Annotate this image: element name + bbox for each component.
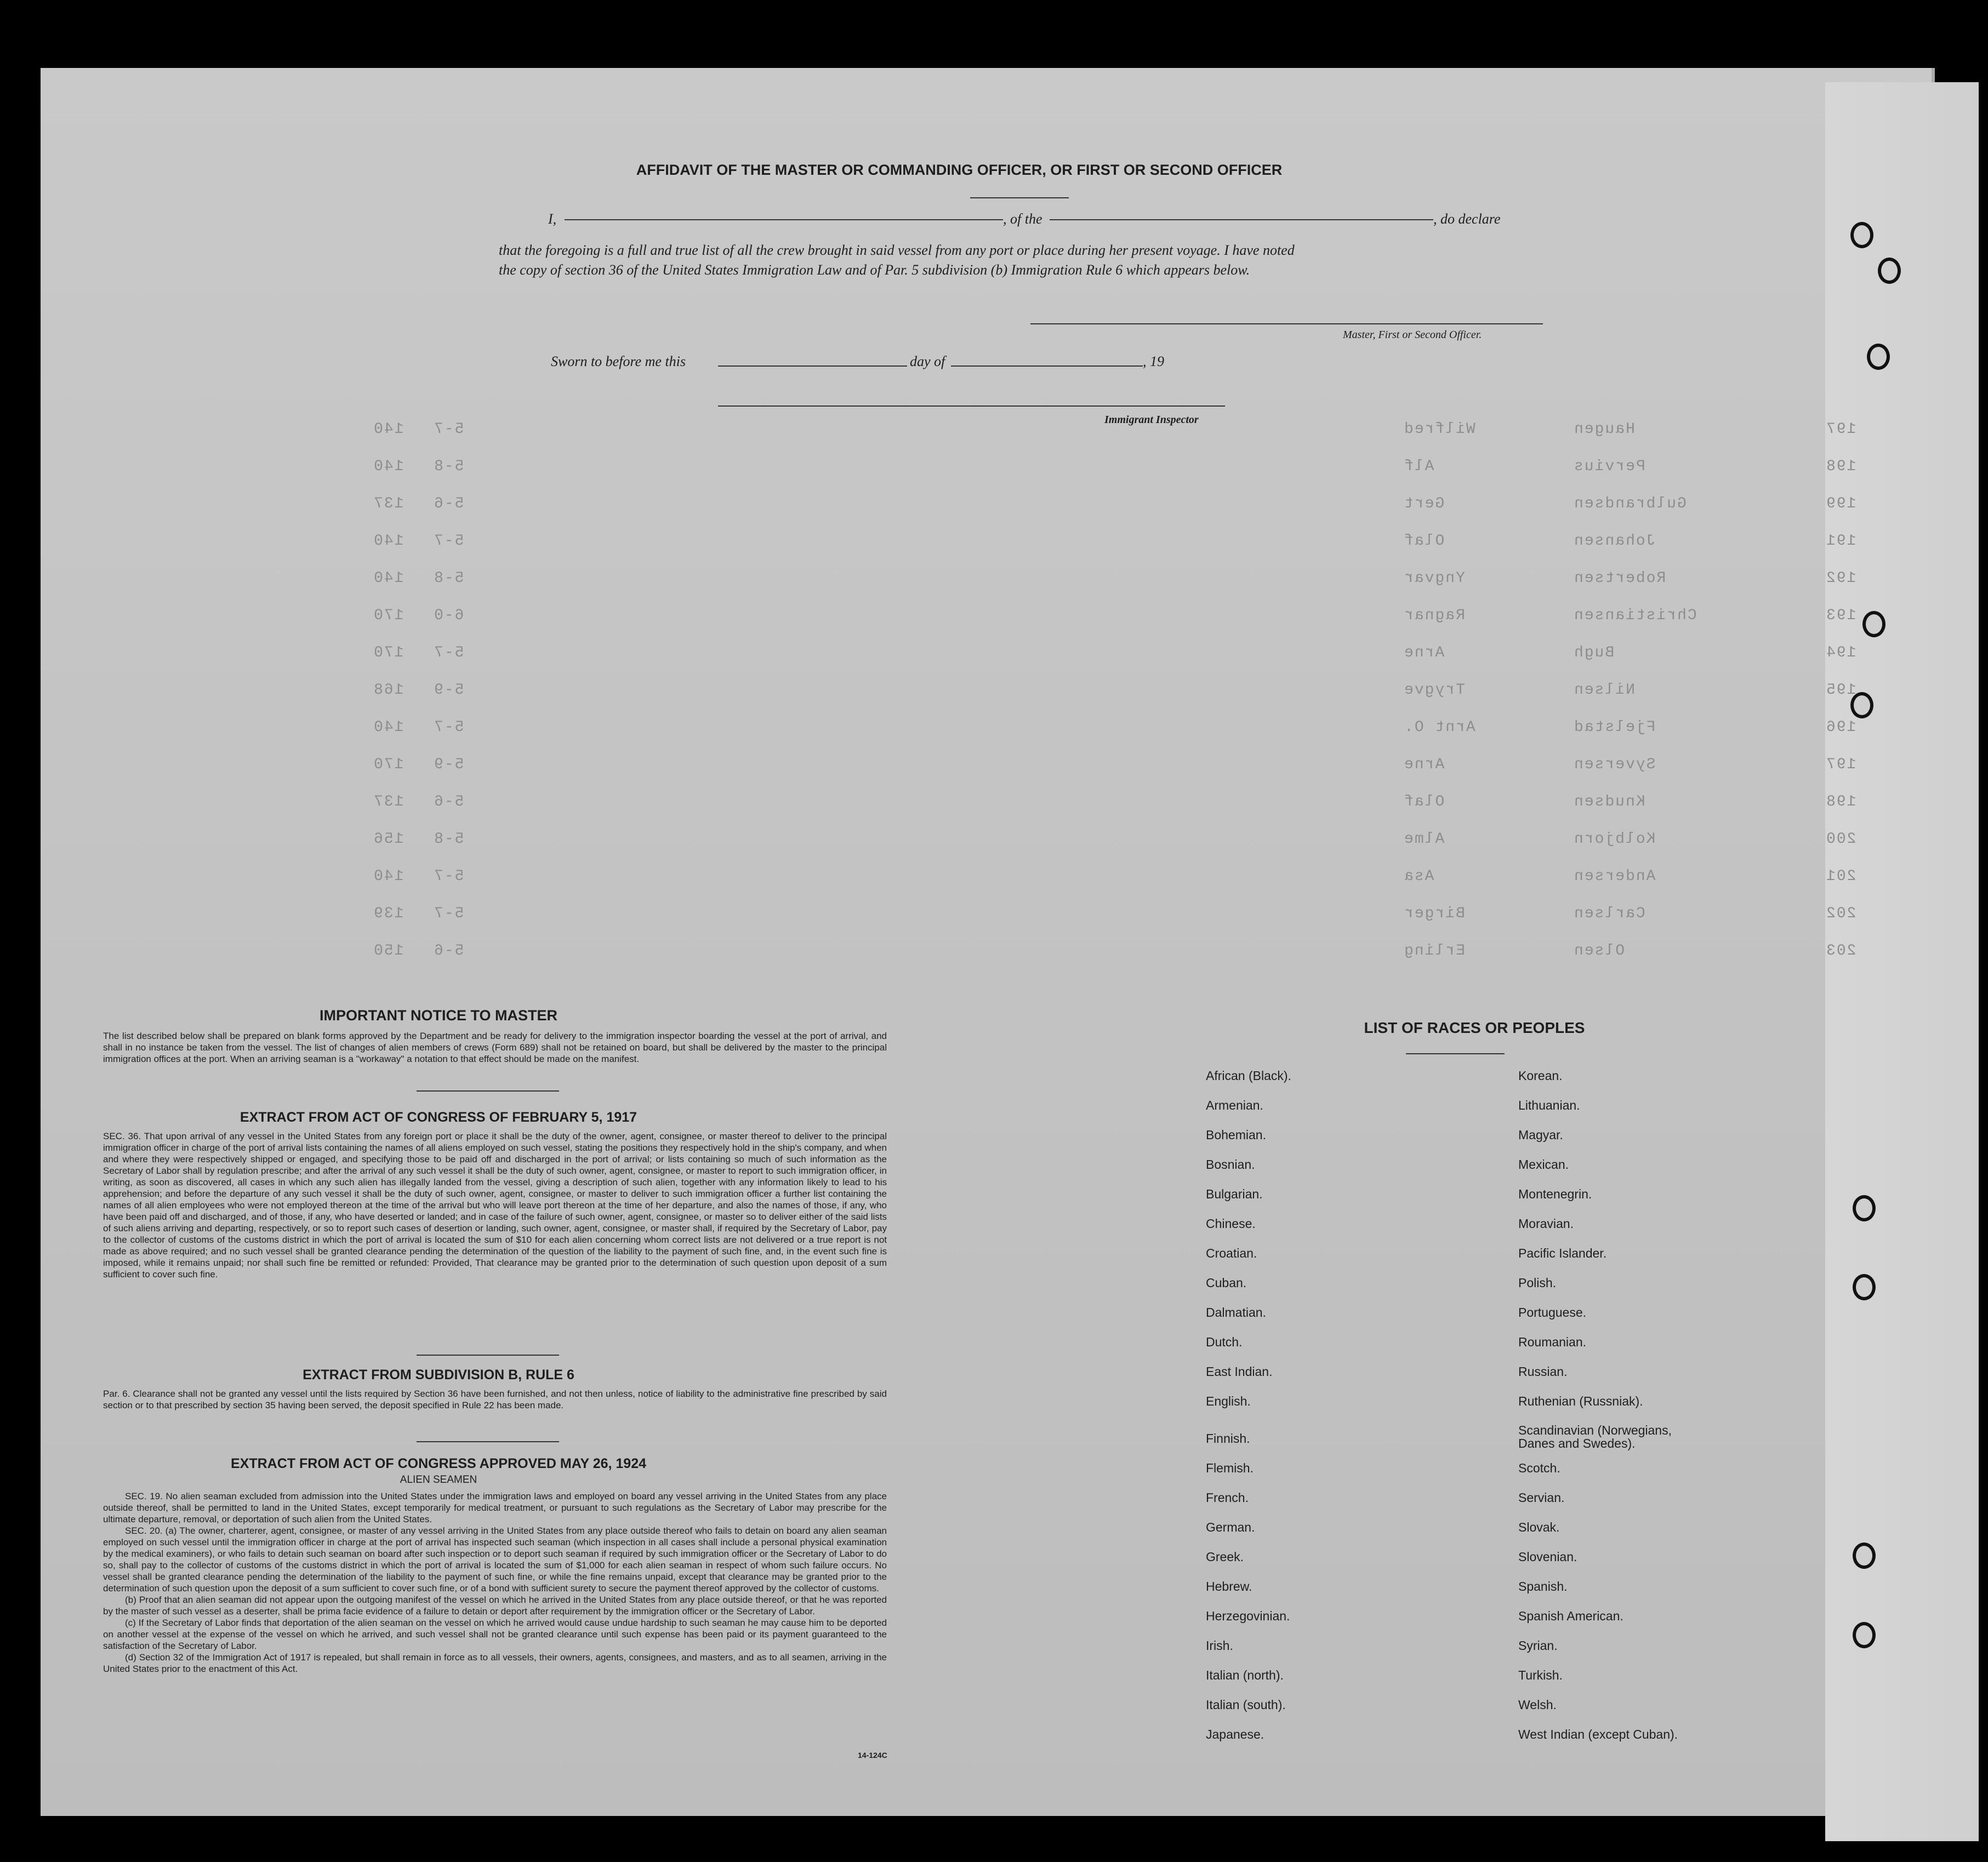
affidavit-body-line1: that the foregoing is a full and true list of all the crew brought in said vessel from any port or place during her present voyage. I have noted [499,242,1295,258]
notice-text: The list described below shall be prepared on blank forms approved by the Department and be ready for delivery to the immigration inspector boarding the vessel at the port of arrival, and shall in no instance be taken from the vessel. The list of changes of alien members of crews (Form 689) shall not be retained on board, but shall be delivered by the master to the principal immigration offices at the port. When an arriving seaman is a "workaway" a notation to that effect should be made on the manifest. [103,1031,887,1064]
left-race-item: Herzegovinian. [1206,1609,1290,1623]
ghost-weight: 140 [373,421,404,438]
races-divider [1406,1053,1505,1054]
sec-19-paragraph: SEC. 19. No alien seaman excluded from admission into the United States under the immigration laws and employed on board any vessel arriving in the United States from any place outside thereof, shall be permitted to land in the United States, except temporarily for medical treatment, or pursuant to such regulations as the Secretary of Labor may prescribe for the ultimate departure, removal, or deportation of such alien from the United States. [103,1491,887,1524]
punch-hole-icon [1853,1543,1876,1569]
ghost-weight: 140 [373,458,404,475]
right-race-item: Polish. [1518,1276,1557,1290]
ghost-height: 5-7 [433,868,464,885]
extract-1924-subtitle: ALIEN SEAMEN [400,1474,477,1486]
ghost-surname: Haugen [1573,421,1635,438]
ghost-weight: 137 [373,793,404,810]
left-race-item: Bulgarian. [1206,1187,1263,1201]
punch-hole-icon [1862,611,1886,637]
ghost-given-name: Asa [1403,868,1434,885]
left-race-item: Irish. [1206,1638,1233,1653]
right-race-item: Russian. [1518,1364,1568,1379]
ghost-surname: Syversen [1573,756,1656,773]
left-race-item: Finnish. [1206,1431,1250,1446]
ghost-surname: Robertsen [1573,570,1666,587]
punch-hole-icon [1853,1274,1876,1300]
extract-1917-title: EXTRACT FROM ACT OF CONGRESS OF FEBRUARY 5, 1917 [240,1110,637,1125]
ghost-given-name: Olaf [1403,793,1445,810]
ghost-height: 5-6 [433,943,464,959]
section-divider [417,1441,559,1442]
right-race-item: Spanish. [1518,1579,1568,1593]
ghost-given-name: Gert [1403,495,1445,512]
ghost-row-number: 200 [1825,831,1856,848]
ghost-weight: 140 [373,868,404,885]
ghost-weight: 170 [373,756,404,773]
ghost-weight: 140 [373,719,404,736]
right-race-item: Servian. [1518,1490,1565,1505]
right-race-item: Magyar. [1518,1128,1563,1142]
sec-20c-paragraph: (c) If the Secretary of Labor finds that deportation of the alien seaman on the vessel on which he arrived would cause undue hardship to such seaman he may cause him to be deported on another vessel at the expense of the vessel on which he arrived, and such vessel shall not be granted clearance until such expense has been paid or its payment guaranteed to the satisfaction of the Secretary of Labor. [103,1618,887,1651]
ghost-height: 5-8 [433,570,464,587]
ghost-weight: 139 [373,905,404,922]
ghost-row-number: 199 [1825,495,1856,512]
ghost-row-number: 198 [1825,793,1856,810]
sec-20b-paragraph: (b) Proof that an alien seaman did not appear upon the outgoing manifest of the vessel on which he arrived in the United States from any place outside thereof, or that he was reported by the master of such vessel as a deserter, shall be prima facie evidence of a failure to detain or deport after requirement by the immigration officer or the Secretary of Labor. [103,1595,887,1617]
extract-1917-text: SEC. 36. That upon arrival of any vessel in the United States from any foreign port or place it shall be the duty of the owner, agent, consignee, or master thereof to deliver to the principal immigration officer in charge of the port of arrival lists containing the names of all aliens employed on such vessel, stating the positions they respectively hold in the ship's company, and when and where they were respectively shipped or engaged, and specifying those to be paid off and discharged in the port of arrival; or lists containing so much of such information as the Secretary of Labor shall by regulation prescribe; and after the arrival of any such vessel it shall be the duty of such owner, agent, consignee, or master to report to such immigration officer, in writing, as soon as discovered, all cases in which any such alien has illegally landed from the vessel, giving a description of such alien, together with any information likely to lead to his apprehension; and before the departure of any such vessel it shall be the duty of such owner, agent, consignee, or master to deliver to such immigration officer a further list containing the names of all alien employees who were not employed thereon at the time of the arrival but who will leave port thereon at the time of her departure, and also the names of those, if any, who have been paid off and discharged, and of those, if any, who have deserted or landed; and in case of the failure of such owner, agent, consignee, or master so to deliver either of the said lists of such aliens arriving and departing, respectively, or so to report such cases of desertion or landing, such owner, agent, consignee, or master shall, if required by the Secretary of Labor, pay to the collector of customs of the customs district in which the port of arrival is located the sum of $10 for each alien concerning whom correct lists are not delivered or a true report is not made as above required; and no such vessel shall be granted clearance pending the determination of the question of the liability to the payment of such fine, and, in the event such fine is imposed, while it remains unpaid; nor shall such fine be remitted or refunded: Provided, That clearance may be granted prior to the determination of such question upon deposit of a sum sufficient to cover such fine. [103,1131,887,1280]
right-race-item: Moravian. [1518,1216,1574,1231]
right-race-item: Scandinavian (Norwegians, Danes and Swedes). [1518,1423,1672,1450]
section-divider [417,1355,559,1356]
ghost-height: 5-8 [433,831,464,848]
ghost-height: 5-7 [433,421,464,438]
ghost-given-name: Arne [1403,756,1445,773]
right-race-item: Ruthenian (Russniak). [1518,1394,1643,1408]
ghost-weight: 150 [373,943,404,959]
sworn-month-field[interactable] [951,365,1143,367]
right-race-item: Mexican. [1518,1157,1569,1172]
sworn-year-label: , 19 [1143,353,1164,369]
ghost-row-number: 197 [1825,756,1856,773]
ghost-weight: 170 [373,607,404,624]
punch-hole-icon [1853,1622,1876,1648]
ghost-surname: Fjelstad [1573,719,1656,736]
vessel-name-field[interactable] [1050,219,1433,220]
ghost-given-name: Ragnar [1403,607,1465,624]
left-race-item: Greek. [1206,1550,1244,1564]
ghost-weight: 140 [373,533,404,550]
ghost-surname: Johansen [1573,533,1656,550]
ghost-height: 5-9 [433,756,464,773]
left-race-item: East Indian. [1206,1364,1273,1379]
sworn-label: Sworn to before me this [551,353,686,369]
ghost-surname: Pervius [1573,458,1645,475]
left-race-item: Japanese. [1206,1727,1264,1741]
right-race-item: Turkish. [1518,1668,1563,1682]
affidavit-title: AFFIDAVIT OF THE MASTER OR COMMANDING OFFICER, OR FIRST OR SECOND OFFICER [636,162,1283,178]
ghost-height: 5-7 [433,533,464,550]
ghost-weight: 170 [373,644,404,661]
ghost-height: 5-7 [433,719,464,736]
ghost-row-number: 191 [1825,533,1856,550]
ghost-weight: 137 [373,495,404,512]
ghost-height: 5-6 [433,495,464,512]
right-race-item: Spanish American. [1518,1609,1624,1623]
races-title: LIST OF RACES OR PEOPLES [1364,1019,1585,1036]
form-number: 14-124C [858,1751,887,1760]
sec-20d-paragraph: (d) Section 32 of the Immigration Act of 1917 is repealed, but shall remain in force as to all vessels, their owners, agents, consignees, and masters, and as to all seamen, arriving in the United States prior to the enactment of this Act. [103,1652,887,1674]
right-race-item: Montenegrin. [1518,1187,1592,1201]
ghost-surname: Nilsen [1573,682,1635,699]
master-signature-label: Master, First or Second Officer. [1343,329,1482,341]
ghost-surname: Knudsen [1573,793,1645,810]
ghost-surname: Christiansen [1573,607,1697,624]
left-race-item: Bosnian. [1206,1157,1255,1172]
sworn-date-field[interactable] [718,365,907,367]
extract-1924-title: EXTRACT FROM ACT OF CONGRESS APPROVED MAY 26, 1924 [230,1456,647,1471]
ghost-surname: Carlsen [1573,905,1645,922]
ghost-row-number: 202 [1825,905,1856,922]
right-race-item: West Indian (except Cuban). [1518,1727,1678,1741]
ghost-row-number: 194 [1825,644,1856,661]
declaration-start: I, [548,211,557,227]
subdivision-title: EXTRACT FROM SUBDIVISION B, RULE 6 [303,1367,574,1383]
title-divider [970,197,1069,198]
ghost-given-name: Alf [1403,458,1434,475]
adjacent-page-edge [1825,82,1979,1841]
right-race-item: Portuguese. [1518,1305,1587,1320]
notice-title: IMPORTANT NOTICE TO MASTER [320,1007,557,1024]
left-race-item: Italian (north). [1206,1668,1284,1682]
left-race-item: French. [1206,1490,1249,1505]
ghost-row-number: 195 [1825,682,1856,699]
left-race-item: Flemish. [1206,1461,1254,1475]
subdivision-text: Par. 6. Clearance shall not be granted any vessel until the lists required by Section 36 have been furnished, and not then unless, notice of liability to the administrative fine prescribed by said section or to that prescribed by section 35 having been served, the deposit specified in Rule 22 has been made. [103,1389,887,1410]
ghost-surname: Kolbjorn [1573,831,1656,848]
right-race-item: Pacific Islander. [1518,1246,1607,1260]
ghost-surname: Andersen [1573,868,1656,885]
right-race-item: Welsh. [1518,1698,1557,1712]
ghost-weight: 156 [373,831,404,848]
left-race-item: German. [1206,1520,1255,1534]
ghost-surname: Olsen [1573,943,1625,959]
ghost-height: 5-9 [433,682,464,699]
ghost-row-number: 198 [1825,458,1856,475]
ghost-given-name: Birger [1403,905,1465,922]
ghost-given-name: Alme [1403,831,1445,848]
ghost-given-name: Arnt O. [1403,719,1476,736]
declaration-of: , of the [1003,211,1043,227]
ghost-given-name: Wilfred [1403,421,1476,438]
master-name-field[interactable] [565,219,1003,220]
left-race-item: Armenian. [1206,1098,1263,1112]
left-race-item: Cuban. [1206,1276,1247,1290]
ghost-row-number: 193 [1825,607,1856,624]
ghost-given-name: Erling [1403,943,1465,959]
extract-1924-body [103,1490,887,1675]
master-signature-field[interactable] [1030,323,1543,324]
right-race-item: Roumanian. [1518,1335,1587,1349]
ghost-height: 5-6 [433,793,464,810]
ghost-weight: 168 [373,682,404,699]
inspector-signature-field[interactable] [718,405,1225,407]
ghost-row-number: 197 [1825,421,1856,438]
ghost-row-number: 192 [1825,570,1856,587]
ghost-given-name: Olaf [1403,533,1445,550]
ghost-surname: Gulbrandsen [1573,495,1687,512]
left-race-item: Chinese. [1206,1216,1256,1231]
right-race-item: Slovenian. [1518,1550,1577,1564]
punch-hole-icon [1867,344,1890,370]
declaration-end: , do declare [1433,211,1501,227]
left-race-item: Dalmatian. [1206,1305,1266,1320]
ghost-given-name: Yngvar [1403,570,1465,587]
left-race-item: Bohemian. [1206,1128,1266,1142]
left-race-item: Croatian. [1206,1246,1257,1260]
left-race-item: Dutch. [1206,1335,1243,1349]
left-race-item: Italian (south). [1206,1698,1286,1712]
ghost-given-name: Trygve [1403,682,1465,699]
right-race-item: Korean. [1518,1069,1563,1083]
right-race-item: Scotch. [1518,1461,1560,1475]
left-race-item: English. [1206,1394,1251,1408]
ghost-height: 5-7 [433,905,464,922]
right-race-item: Lithuanian. [1518,1098,1580,1112]
punch-hole-icon [1850,222,1873,248]
right-race-item: Syrian. [1518,1638,1558,1653]
ghost-surname: Bugh [1573,644,1615,661]
right-race-item: Slovak. [1518,1520,1560,1534]
punch-hole-icon [1878,258,1901,284]
left-race-item: Hebrew. [1206,1579,1252,1593]
ghost-weight: 140 [373,570,404,587]
left-race-item: African (Black). [1206,1069,1291,1083]
affidavit-body-line2: the copy of section 36 of the United States Immigration Law and of Par. 5 subdivision (b) Immigration Rule 6 which appears below. [499,262,1250,278]
ghost-given-name: Arne [1403,644,1445,661]
inspector-label: Immigrant Inspector [1104,414,1199,426]
ghost-height: 5-8 [433,458,464,475]
punch-hole-icon [1853,1195,1876,1221]
ghost-height: 6-0 [433,607,464,624]
sec-20a-paragraph: SEC. 20. (a) The owner, charterer, agent, consignee, or master of any vessel arriving in the United States from any place outside thereof who fails to detain on board any alien seaman employed on such vessel until the immigration officer in charge at the port of arrival has inspected such seaman (which inspection in all cases shall include a personal physical examination by the medical examiners), or who fails to detain such seaman on board after such inspection or to deport such seaman if required by such immigration officer or the Secretary of Labor to do so, shall pay to the collector of customs of the customs district in which the port of arrival is located the sum of $1,000 for each alien seaman in respect of whom such failure occurs. No vessel shall be granted clearance pending the determination of the liability to the payment of such fine, or while the fine remains unpaid, except that clearance may be granted prior to the determination of such question upon the deposit of a sum sufficient to cover such fine, or of a bond with sufficient surety to secure the payment thereof approved by the collector of customs. [103,1526,887,1593]
sworn-day-label: day of [910,353,945,369]
section-divider [417,1090,559,1092]
ghost-height: 5-7 [433,644,464,661]
ghost-row-number: 201 [1825,868,1856,885]
ghost-row-number: 203 [1825,943,1856,959]
ghost-row-number: 196 [1825,719,1856,736]
